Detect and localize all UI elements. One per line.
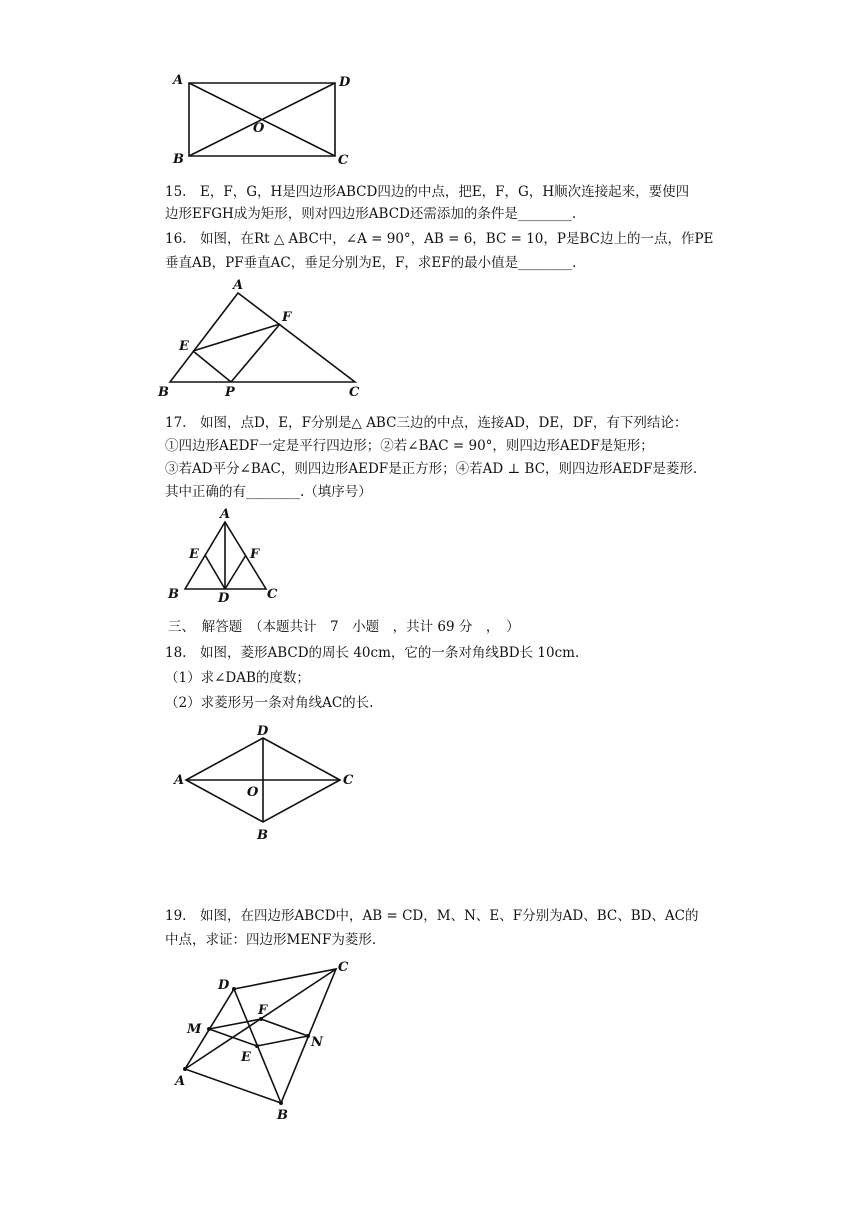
rectangle-diagram: [170, 70, 360, 170]
q15-line2: 边形EFGH成为矩形，则对四边形ABCD还需添加的条件是________.: [165, 206, 577, 222]
label-o: O: [247, 785, 259, 800]
label-e: E: [189, 547, 199, 562]
label-b: B: [277, 1108, 288, 1123]
label-a: A: [173, 73, 184, 88]
point-n: [306, 1034, 310, 1038]
label-n: N: [311, 1035, 323, 1050]
label-c: C: [349, 385, 360, 400]
label-b: B: [168, 587, 179, 602]
label-f: F: [250, 547, 260, 562]
label-b: B: [173, 152, 184, 167]
segment-em: [209, 1029, 257, 1046]
midpoint-triangle-figure: [165, 505, 285, 605]
label-c: C: [343, 773, 354, 788]
label-e: E: [241, 1050, 251, 1065]
q18-line1: 18. 如图，菱形ABCD的周长 40cm，它的一条对角线BD长 10cm.: [165, 645, 580, 661]
segment-df: [225, 555, 246, 589]
rhombus-figure: [170, 720, 360, 845]
segment-fn: [261, 1019, 308, 1036]
label-b: B: [257, 828, 268, 843]
label-d: D: [218, 591, 230, 606]
q19-line1: 19. 如图，在四边形ABCD中，AB = CD，M、N、E、F分别为AD、BC、BD、AC的: [165, 908, 699, 924]
label-d: D: [257, 724, 269, 739]
segment-pe: [193, 351, 231, 382]
segment-de: [205, 555, 225, 589]
quadrilateral-menf-diagram: [165, 957, 365, 1127]
q19-line2: 中点，求证：四边形MENF为菱形.: [165, 932, 377, 948]
q17-line4: 其中正确的有________.（填序号）: [165, 484, 372, 500]
point-e: [255, 1044, 259, 1048]
label-b: B: [158, 385, 169, 400]
label-p: P: [225, 385, 235, 400]
label-c: C: [267, 587, 278, 602]
q18-line3: （2）求菱形另一条对角线AC的长.: [165, 695, 374, 711]
rectangle-figure: [170, 70, 360, 170]
segment-pf: [231, 324, 280, 382]
q15-line1: 15. E，F，G，H是四边形ABCD四边的中点，把E，F，G，H顺次连接起来，要使四: [165, 184, 690, 200]
point-a: [183, 1067, 187, 1071]
point-b: [279, 1101, 283, 1105]
segment-ef: [193, 324, 280, 351]
label-d: D: [339, 75, 351, 90]
label-a: A: [233, 278, 244, 293]
quadrilateral-menf-figure: [165, 957, 365, 1127]
label-o: O: [253, 121, 265, 136]
label-d: D: [218, 978, 230, 993]
rhombus-diagram: [170, 720, 360, 845]
q16-line2: 垂直AB，PF垂直AC，垂足分别为E，F，求EF的最小值是________.: [165, 255, 577, 271]
q16-line1: 16. 如图，在Rt △ ABC中，∠A = 90°，AB = 6，BC = 10，P是BC边上的一点，作PE: [165, 231, 714, 247]
segment-ne: [257, 1036, 308, 1046]
section-3-heading: 三、 解答题 （本题共计 7 小题 ，共计 69 分 ， ）: [168, 619, 520, 635]
q17-line3: ③若AD平分∠BAC，则四边形AEDF是正方形；④若AD ⊥ BC，则四边形AEDF是菱形.: [165, 461, 698, 477]
label-f: F: [282, 310, 292, 325]
q17-line2: ①四边形AEDF一定是平行四边形；②若∠BAC = 90°，则四边形AEDF是矩形；: [165, 438, 654, 454]
point-d: [232, 987, 236, 991]
label-a: A: [220, 507, 231, 522]
q18-line2: （1）求∠DAB的度数；: [165, 670, 310, 686]
point-m: [207, 1027, 211, 1031]
q17-line1: 17. 如图，点D，E，F分别是△ ABC三边的中点，连接AD，DE，DF，有下列结论：: [165, 415, 688, 431]
label-a: A: [175, 1074, 186, 1089]
triangle-abc: [170, 293, 355, 382]
label-c: C: [338, 153, 349, 168]
midpoint-triangle-diagram: [165, 505, 285, 605]
label-m: M: [187, 1022, 202, 1037]
label-e: E: [179, 339, 189, 354]
label-a: A: [174, 773, 185, 788]
right-triangle-diagram: [155, 278, 370, 403]
label-c: C: [338, 960, 349, 975]
label-f: F: [258, 1003, 268, 1018]
right-triangle-figure: [155, 278, 370, 403]
